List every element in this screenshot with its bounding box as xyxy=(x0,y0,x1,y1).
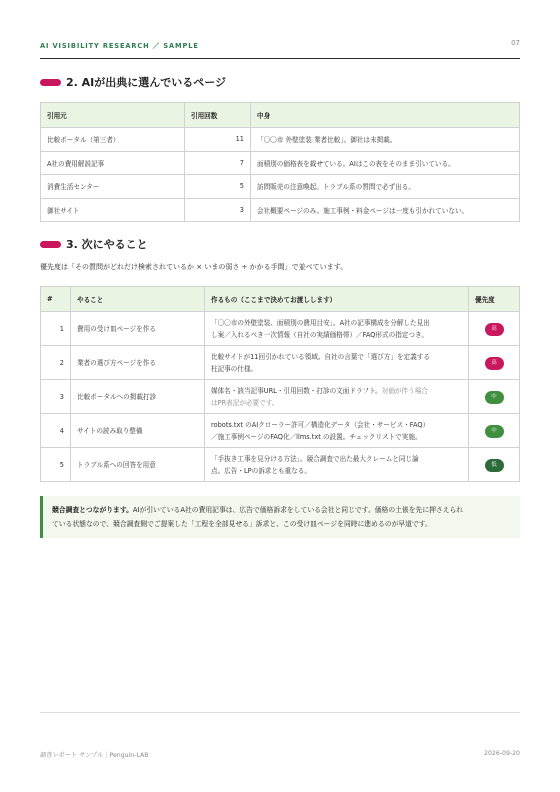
page-footer xyxy=(40,712,520,759)
brand-label: AI VISIBILITY RESEARCH ／ SAMPLE xyxy=(40,42,199,50)
citation-table xyxy=(40,102,520,222)
cell-no: 3 xyxy=(41,380,71,414)
section2-heading xyxy=(40,74,226,90)
deliverable-line: robots.txt のAIクローラー許可／構造化データ（会社・サービス・FAQ） xyxy=(211,420,430,429)
cell-no: 5 xyxy=(41,448,71,482)
action-table-header xyxy=(41,287,520,312)
cell-source: A社の費用解説記事 xyxy=(41,151,185,175)
action-table xyxy=(40,286,520,482)
cell-deliverable xyxy=(205,414,469,448)
deliverable-line: 比較サイトが11回引かれている領域。自社の言葉で「選び方」を定義する xyxy=(211,352,430,361)
callout-line xyxy=(52,503,511,517)
priority-description: 優先度は「その質問がどれだけ検索されているか × いまの弱さ ÷ かかる手間」で並べています。 xyxy=(40,263,348,271)
cell-no: 1 xyxy=(41,312,71,346)
col-header-deliverable: 作るもの（ここまで決めてお渡しします） xyxy=(205,287,469,312)
cell-priority xyxy=(469,346,520,380)
deliverable-line: 「〇〇市の外壁塗装、面積別の費用目安」。A社の記事構成を分解した見出 xyxy=(211,318,430,327)
cell-deliverable xyxy=(205,448,469,482)
footer-report-label: 調査レポート サンプル｜Penguin-LAB xyxy=(40,752,149,759)
cell-priority xyxy=(469,312,520,346)
section-pill-icon xyxy=(40,79,61,86)
cell-count: 5 xyxy=(185,175,251,199)
priority-badge: 中 xyxy=(485,391,504,404)
cell-deliverable xyxy=(205,380,469,414)
footer-date: 2026-09-20 xyxy=(484,750,520,757)
col-header-source: 引用元 xyxy=(41,103,185,128)
citation-table-header xyxy=(41,103,520,128)
cell-task: 業者の選び方ページを作る xyxy=(71,346,205,380)
table-row xyxy=(41,312,520,346)
deliverable-line: 点。広告・LPの訴求とも重なる。 xyxy=(211,466,311,475)
cell-count: 7 xyxy=(185,151,251,175)
cell-deliverable xyxy=(205,312,469,346)
competitor-callout xyxy=(40,496,520,538)
deliverable-note: 対価が伴う場合 xyxy=(381,386,428,395)
cell-task: トラブル系への回答を用意 xyxy=(71,448,205,482)
cell-deliverable xyxy=(205,346,469,380)
deliverable-text: 媒体名・該当記事URL・引用回数・打診の文面ドラフト。 xyxy=(211,386,382,395)
col-header-content: 中身 xyxy=(251,103,520,128)
section-pill-icon xyxy=(40,241,61,248)
table-row xyxy=(41,175,520,199)
cell-content: 会社概要ページのみ。施工事例・料金ページは一度も引かれていない。 xyxy=(251,198,520,222)
cell-source: 御社サイト xyxy=(41,198,185,222)
cell-no: 2 xyxy=(41,346,71,380)
cell-task: 費用の受け皿ページを作る xyxy=(71,312,205,346)
priority-badge: 低 xyxy=(485,459,504,472)
table-row xyxy=(41,198,520,222)
page-number: 07 xyxy=(511,39,520,47)
table-row xyxy=(41,128,520,152)
cell-task: サイトの読み取り整備 xyxy=(71,414,205,448)
priority-badge: 高 xyxy=(485,323,504,336)
col-header-no: # xyxy=(41,287,71,312)
deliverable-line: し案／入れるべき一次情報（自社の実績価格帯）／FAQ形式の指定つき。 xyxy=(211,330,428,339)
section2-title: 2. AIが出典に選んでいるページ xyxy=(66,76,227,89)
cell-content: 訪問販売の注意喚起。トラブル系の質問で必ず出る。 xyxy=(251,175,520,199)
cell-count: 11 xyxy=(185,128,251,152)
table-row xyxy=(41,151,520,175)
callout-line: ている状態なので、競合調査側でご提案した「工程を全部見せる」訴求と、この受け皿ページを同時に進めるのが早道です。 xyxy=(52,520,432,528)
section3-title: 3. 次にやること xyxy=(66,238,148,251)
deliverable-line xyxy=(211,385,462,397)
priority-badge: 中 xyxy=(485,425,504,438)
deliverable-line: ／施工事例ページのFAQ化／llms.txt の設置。チェックリストで実施。 xyxy=(211,432,422,441)
table-row xyxy=(41,448,520,482)
cell-content: 「〇〇市 外壁塗装 業者比較」。御社は未掲載。 xyxy=(251,128,520,152)
cell-source: 消費生活センター xyxy=(41,175,185,199)
col-header-priority: 優先度 xyxy=(469,287,520,312)
cell-priority xyxy=(469,448,520,482)
cell-content: 面積別の価格表を載せている。AIはこの表をそのまま引いている。 xyxy=(251,151,520,175)
section3-heading xyxy=(40,236,148,252)
table-row xyxy=(41,380,520,414)
callout-lead: 競合調査とつながります。 xyxy=(52,506,133,514)
cell-task: 比較ポータルへの掲載打診 xyxy=(71,380,205,414)
table-row xyxy=(41,414,520,448)
cell-count: 3 xyxy=(185,198,251,222)
priority-badge: 高 xyxy=(485,357,504,370)
cell-priority xyxy=(469,380,520,414)
deliverable-line: 「手抜き工事を見分ける方法」。競合調査で出た最大クレームと同じ論 xyxy=(211,454,419,463)
cell-priority xyxy=(469,414,520,448)
deliverable-note-line: はPR表記が必要です。 xyxy=(211,398,279,407)
table-row xyxy=(41,346,520,380)
col-header-count: 引用回数 xyxy=(185,103,251,128)
cell-no: 4 xyxy=(41,414,71,448)
cell-source: 比較ポータル（第三者） xyxy=(41,128,185,152)
col-header-task: やること xyxy=(71,287,205,312)
page-header xyxy=(40,38,520,59)
callout-text: AIが引いているA社の費用記事は、広告で価格訴求をしている会社と同じです。価格の土俵を先に押さえられ xyxy=(132,506,464,514)
deliverable-line: 柱記事の仕様。 xyxy=(211,364,258,373)
